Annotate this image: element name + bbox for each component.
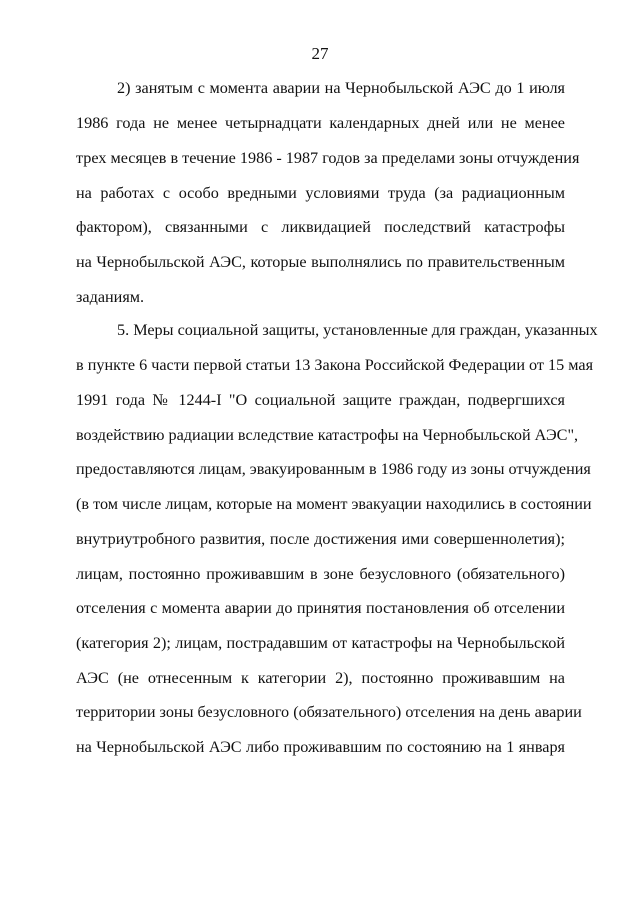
- text-line: отселения с момента аварии до принятия постановления об отселении: [76, 599, 565, 617]
- text-line: АЭС (не отнесенным к категории 2), постоянно проживавшим на: [76, 669, 565, 687]
- text-line: воздействию радиации вследствие катастрофы на Чернобыльской АЭС",: [76, 426, 579, 444]
- text-line: 1986 года не менее четырнадцати календарных дней или не менее: [76, 114, 565, 132]
- text-line: в пункте 6 части первой статьи 13 Закона Российской Федерации от 15 мая: [76, 356, 594, 374]
- text-line: территории зоны безусловного (обязательного) отселения на день аварии: [76, 703, 582, 721]
- text-line: внутриутробного развития, после достижения ими совершеннолетия);: [76, 530, 565, 548]
- text-line: лицам, постоянно проживавшим в зоне безусловного (обязательного): [76, 565, 565, 583]
- text-line: 1991 года № 1244-I "О социальной защите граждан, подвергшихся: [76, 391, 565, 409]
- text-line: фактором), связанными с ликвидацией последствий катастрофы: [76, 218, 565, 236]
- text-line: 5. Меры социальной защиты, установленные для граждан, указанных: [117, 321, 598, 339]
- text-line: на Чернобыльской АЭС, которые выполнялись по правительственным: [76, 253, 565, 271]
- text-line: предоставляются лицам, эвакуированным в 1986 году из зоны отчуждения: [76, 460, 591, 478]
- page-number: 27: [311, 44, 329, 63]
- text-line: на Чернобыльской АЭС либо проживавшим по состоянию на 1 января: [76, 738, 565, 756]
- text-line: заданиям.: [76, 288, 145, 306]
- text-line: 2) занятым с момента аварии на Чернобыльской АЭС до 1 июля: [117, 79, 565, 97]
- text-line: (в том числе лицам, которые на момент эвакуации находились в состоянии: [76, 495, 592, 513]
- text-line: на работах с особо вредными условиями труда (за радиационным: [76, 184, 565, 202]
- text-line: (категория 2); лицам, пострадавшим от катастрофы на Чернобыльской: [76, 634, 565, 652]
- text-line: трех месяцев в течение 1986 - 1987 годов за пределами зоны отчуждения: [76, 149, 580, 167]
